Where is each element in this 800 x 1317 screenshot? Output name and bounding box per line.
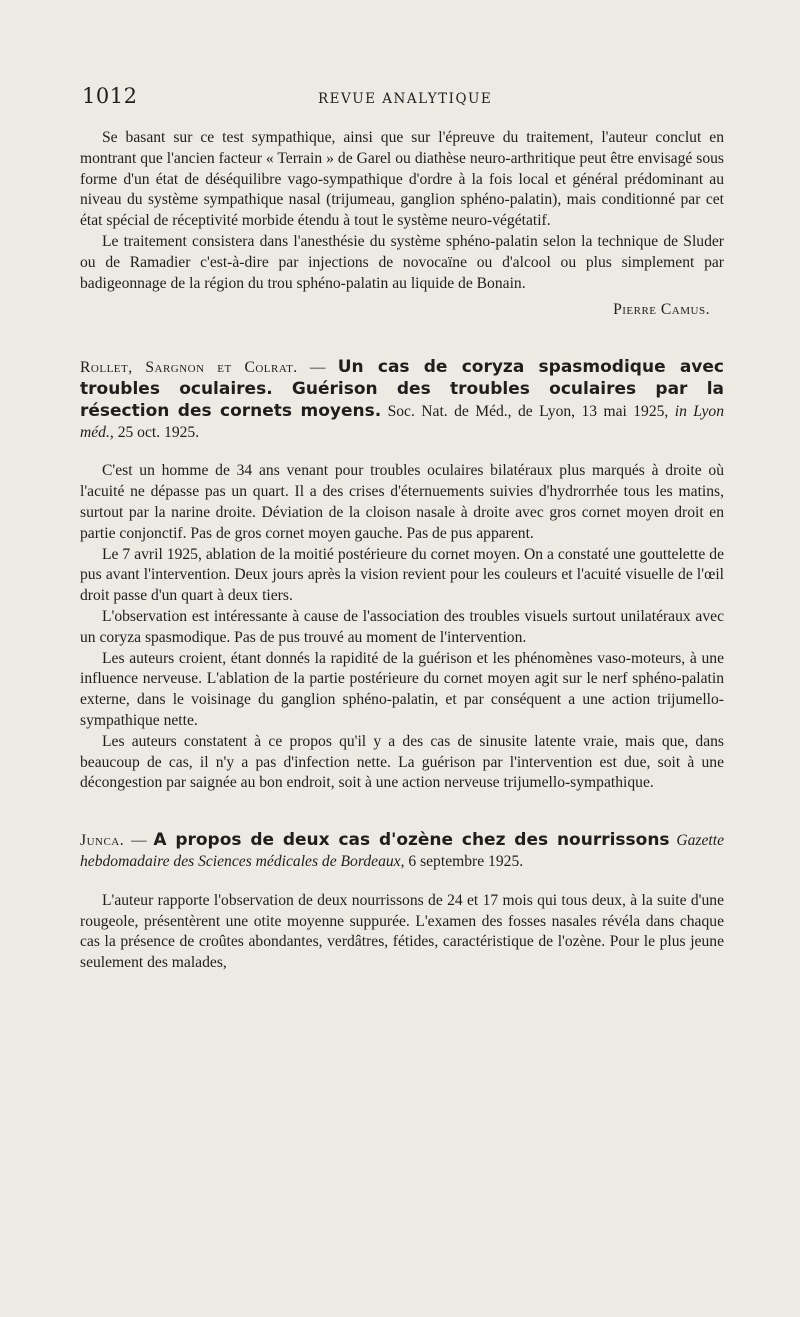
paragraph: Les auteurs constatent à ce propos qu'il y a des cas de sinusite latente vraie, mais que, dans beaucoup de cas, il n'y a pas d'infection nette. La guérison par l'intervention est due, soit à une décongestion par saignée au bon endroit, soit à une action nerveuse trijumello-sympathique. — [80, 732, 724, 792]
review-reference — [80, 830, 724, 873]
reference-title: Un cas de coryza spasmodique avec troubles oculaires. Guérison des troubles oculaires par la résection des cornets moyens. — [80, 357, 724, 421]
reference-title: A propos de deux cas d'ozène chez des nourrissons — [153, 830, 670, 851]
reference-authors: Junca. — [80, 832, 125, 850]
paragraph: C'est un homme de 34 ans venant pour troubles oculaires bilatéraux plus marqués à droite où l'acuité ne dépasse pas un quart. Il a des crises d'éternuements suivies d'hydrorrhée tous les matins, surtout par la narine droite. Déviation de la cloison nasale à droite avec gros cornet moyen droit en partie conjonctif. Pas de gros cornet moyen gauche. Pas de pus apparent. — [80, 462, 724, 542]
reference-dash: — — [124, 832, 154, 850]
running-head — [82, 84, 730, 114]
paragraph: L'auteur rapporte l'observation de deux nourrissons de 24 et 17 mois qui tous deux, à la suite d'une rougeole, présentèrent une otite moyenne suppurée. L'examen des fosses nasales révéla dans chaque cas la présence de croûtes abondantes, verdâtres, fétides, caractéristique de l'ozène. Pour le plus jeune seulement des malades, — [80, 891, 724, 972]
page-number: 1012 — [82, 84, 138, 108]
reference-source-italic: in Lyon méd. — [80, 402, 724, 441]
paragraph: Les auteurs croient, étant donnés la rapidité de la guérison et les phénomènes vaso-moteurs, à une influence nerveuse. L'ablation de la partie postérieure du cornet moyen agit sur le nerf sphéno-palatin externe, dans le voisinage du ganglion sphéno-palatin, et par conséquent a une action trijumello-sympathique nette. — [80, 649, 724, 729]
article-body — [80, 128, 724, 974]
reference-source-italic: Gazette hebdomadaire des Sciences médicales de Bordeaux — [80, 832, 725, 870]
author-signature: Pierre Camus. — [613, 301, 710, 319]
paragraph: L'observation est intéressante à cause de l'association des troubles visuels surtout unilatéraux avec un coryza spasmodique. Pas de pus trouvé au moment de l'intervention. — [80, 607, 724, 646]
reference-authors: Rollet, Sargnon et Colrat. — [80, 359, 298, 377]
paragraph: Se basant sur ce test sympathique, ainsi que sur l'épreuve du traitement, l'auteur conclut en montrant que l'ancien facteur « Terrain » de Garel ou diathèse neuro-arthritique peut être envisagé sous forme d'un état de déséquilibre vago-sympathique d'ordre à la fois local et général prédominant au niveau du système sympathique nasal (trijumeau, ganglion sphéno-palatin), mais conditionné par cet état spécial de réceptivité morbide étendu à tout le système neuro-végétatif. — [80, 129, 724, 230]
reference-source: Soc. Nat. de Méd., de Lyon, 13 mai 1925, — [381, 402, 675, 420]
reference-source-end: , 25 oct. 1925. — [109, 423, 200, 441]
spacer — [80, 873, 724, 891]
review-reference — [80, 357, 724, 443]
paragraph: Le traitement consistera dans l'anesthésie du système sphéno-palatin selon la technique de Sluder ou de Ramadier c'est-à-dire par injections de novocaïne ou d'alcool ou plus simplement par badigeonnage de la région du trou sphéno-palatin au liquide de Bonain. — [80, 232, 724, 292]
reference-source-end: , 6 septembre 1925. — [400, 852, 524, 870]
paragraph: Le 7 avril 1925, ablation de la moitié postérieure du cornet moyen. On a constaté une gouttelette de pus avant l'intervention. Deux jours après la vision revient pour les couleurs et l'acuité visuelle de l'œil droit passe d'un quart à deux tiers. — [80, 545, 724, 605]
spacer — [80, 443, 724, 461]
reference-dash: — — [297, 359, 338, 377]
journal-title: REVUE ANALYTIQUE — [318, 91, 493, 107]
